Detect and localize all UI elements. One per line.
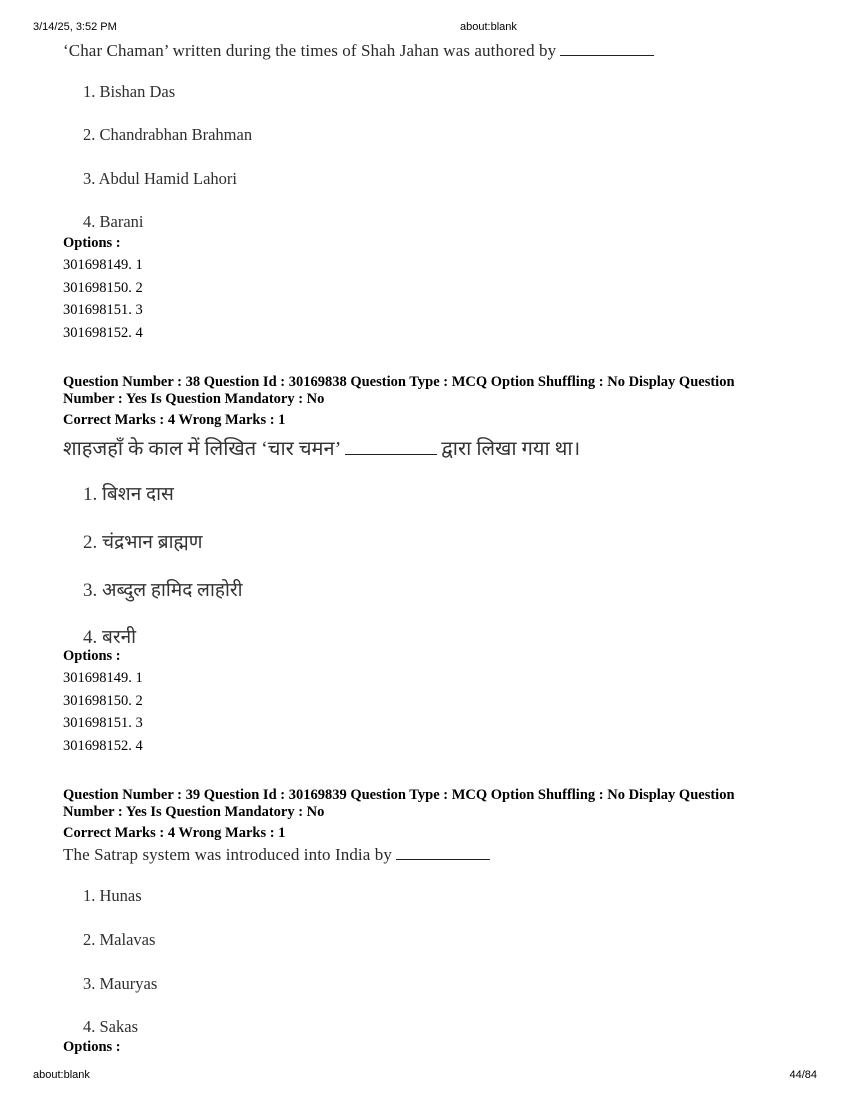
question-text: The Satrap system was introduced into India by <box>63 845 494 865</box>
options-label: Options : <box>63 235 121 251</box>
question-text: ‘Char Chaman’ written during the times of Shah Jahan was authored by <box>63 41 658 61</box>
question-text: शाहजहाँ के काल में लिखित ‘चार चमन’ द्वारा लिखा गया था। <box>63 438 581 460</box>
question-option: 1. Hunas <box>83 886 142 905</box>
option-id: 301698151. 3 <box>63 715 143 731</box>
print-title: about:blank <box>460 21 517 33</box>
question-option: 2. चंद्रभान ब्राह्मण <box>83 532 203 553</box>
question-option: 1. Bishan Das <box>83 82 176 101</box>
question-option: 3. अब्दुल हामिद लाहोरी <box>83 580 243 601</box>
question-option: 4. बरनी <box>83 627 137 648</box>
question-option: 2. Malavas <box>83 930 156 949</box>
question-meta: Number : Yes Is Question Mandatory : No <box>63 391 325 407</box>
question-meta: Question Number : 39 Question Id : 30169839 Question Type : MCQ Option Shuffling : No Display Question <box>63 787 735 803</box>
option-id: 301698149. 1 <box>63 670 143 686</box>
answer-blank <box>396 859 490 860</box>
print-url: about:blank <box>33 1069 90 1081</box>
question-marks: Correct Marks : 4 Wrong Marks : 1 <box>63 825 286 841</box>
option-id: 301698152. 4 <box>63 325 143 341</box>
answer-blank <box>345 454 437 455</box>
question-option: 2. Chandrabhan Brahman <box>83 125 253 144</box>
question-option: 3. Abdul Hamid Lahori <box>83 169 237 188</box>
print-datetime: 3/14/25, 3:52 PM <box>33 21 117 33</box>
option-id: 301698150. 2 <box>63 280 143 296</box>
print-footer <box>0 1069 850 1083</box>
option-id: 301698151. 3 <box>63 302 143 318</box>
question-option: 4. Sakas <box>83 1017 138 1036</box>
print-header <box>0 21 850 35</box>
options-label: Options : <box>63 1039 121 1055</box>
question-option: 3. Mauryas <box>83 974 158 993</box>
question-marks: Correct Marks : 4 Wrong Marks : 1 <box>63 412 286 428</box>
option-id: 301698152. 4 <box>63 738 143 754</box>
question-meta: Question Number : 38 Question Id : 30169838 Question Type : MCQ Option Shuffling : No Display Question <box>63 374 735 390</box>
page-number: 44/84 <box>789 1069 817 1081</box>
answer-blank <box>560 55 654 56</box>
option-id: 301698150. 2 <box>63 693 143 709</box>
options-label: Options : <box>63 648 121 664</box>
question-option: 1. बिशन दास <box>83 484 174 505</box>
question-meta: Number : Yes Is Question Mandatory : No <box>63 804 325 820</box>
question-option: 4. Barani <box>83 212 144 231</box>
option-id: 301698149. 1 <box>63 257 143 273</box>
